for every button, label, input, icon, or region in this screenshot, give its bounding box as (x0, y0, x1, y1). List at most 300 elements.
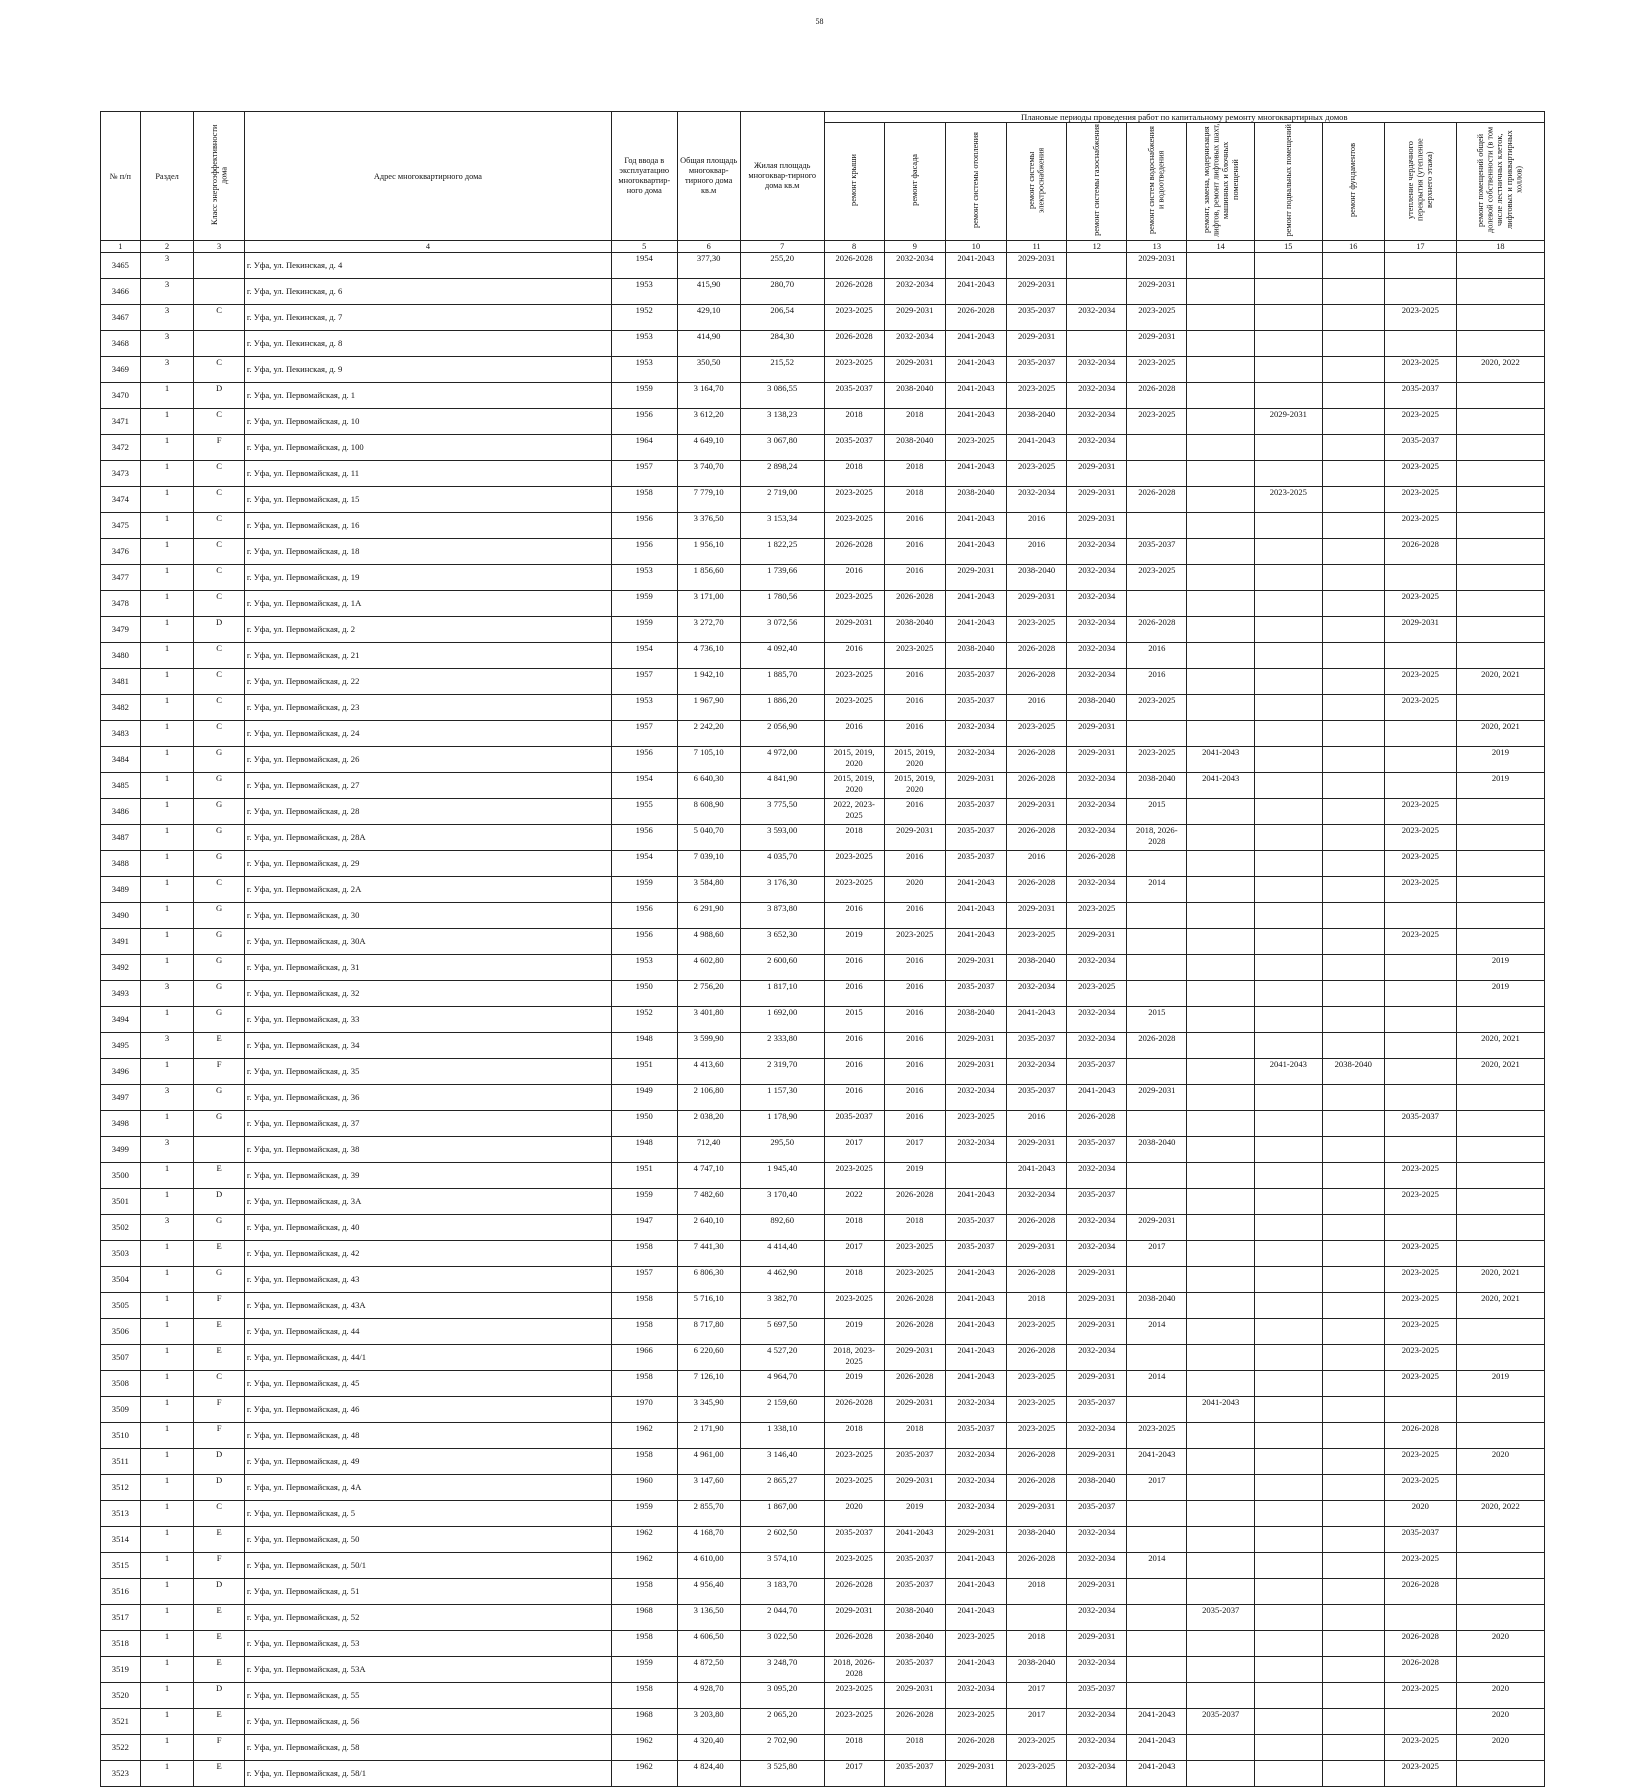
table-row (101, 1371, 1545, 1397)
total-area-cell: 3 164,70 (677, 383, 740, 409)
attic-period-cell: 2023-2025 (1384, 461, 1456, 487)
basement-period-cell (1255, 1605, 1323, 1631)
heating-period-cell: 2041-2043 (945, 617, 1006, 643)
heating-period-cell: 2038-2040 (945, 487, 1006, 513)
col-header-attic-insulation: утепление чердачного перекрытия (утепление верхнего этажа) (1384, 123, 1456, 241)
section-cell: 1 (140, 695, 194, 721)
year-built-cell: 1956 (612, 747, 677, 773)
address-cell: г. Уфа, ул. Первомайская, д. 36 (244, 1085, 611, 1111)
water-period-cell (1127, 929, 1187, 955)
attic-period-cell: 2023-2025 (1384, 1241, 1456, 1267)
heating-period-cell: 2035-2037 (945, 851, 1006, 877)
attic-period-cell: 2023-2025 (1384, 513, 1456, 539)
facade-period-cell: 2026-2028 (884, 1371, 945, 1397)
row-number-cell: 3519 (101, 1657, 141, 1683)
total-area-cell: 4 872,50 (677, 1657, 740, 1683)
year-built-cell: 1952 (612, 305, 677, 331)
elevator-period-cell (1187, 1033, 1255, 1059)
basement-period-cell (1255, 1683, 1323, 1709)
basement-period-cell (1255, 1033, 1323, 1059)
address-cell: г. Уфа, ул. Первомайская, д. 58/1 (244, 1761, 611, 1787)
roof-period-cell: 2022 (824, 1189, 884, 1215)
energy-class-cell: F (194, 1397, 244, 1423)
table-row (101, 721, 1545, 747)
facade-period-cell: 2016 (884, 851, 945, 877)
heating-period-cell: 2041-2043 (945, 1579, 1006, 1605)
section-cell: 3 (140, 253, 194, 279)
basement-period-cell (1255, 1449, 1323, 1475)
row-number-cell: 3478 (101, 591, 141, 617)
foundation-period-cell (1322, 1397, 1384, 1423)
facade-period-cell: 2023-2025 (884, 1241, 945, 1267)
roof-period-cell: 2023-2025 (824, 877, 884, 903)
row-number-cell: 3514 (101, 1527, 141, 1553)
gas-period-cell: 2026-2028 (1067, 851, 1127, 877)
gas-period-cell: 2032-2034 (1067, 1241, 1127, 1267)
roof-period-cell: 2026-2028 (824, 279, 884, 305)
table-row (101, 1293, 1545, 1319)
foundation-period-cell (1322, 773, 1384, 799)
table-row (101, 1137, 1545, 1163)
heating-period-cell: 2041-2043 (945, 1189, 1006, 1215)
elevator-period-cell (1187, 1527, 1255, 1553)
water-period-cell: 2023-2025 (1127, 1423, 1187, 1449)
water-period-cell: 2029-2031 (1127, 1085, 1187, 1111)
living-area-cell: 284,30 (740, 331, 824, 357)
gas-period-cell: 2032-2034 (1067, 1007, 1127, 1033)
electricity-period-cell: 2029-2031 (1007, 253, 1067, 279)
foundation-period-cell (1322, 1631, 1384, 1657)
roof-period-cell: 2018 (824, 825, 884, 851)
address-cell: г. Уфа, ул. Первомайская, д. 38 (244, 1137, 611, 1163)
energy-class-cell: G (194, 799, 244, 825)
gas-period-cell: 2032-2034 (1067, 825, 1127, 851)
address-cell: г. Уфа, ул. Первомайская, д. 43 (244, 1267, 611, 1293)
basement-period-cell (1255, 1215, 1323, 1241)
heating-period-cell: 2041-2043 (945, 357, 1006, 383)
attic-period-cell: 2026-2028 (1384, 1423, 1456, 1449)
total-area-cell: 4 602,80 (677, 955, 740, 981)
column-number: 2 (140, 241, 194, 253)
total-area-cell: 8 717,80 (677, 1319, 740, 1345)
roof-period-cell: 2023-2025 (824, 1683, 884, 1709)
common-areas-period-cell (1456, 1761, 1544, 1787)
living-area-cell: 2 602,50 (740, 1527, 824, 1553)
foundation-period-cell (1322, 1527, 1384, 1553)
attic-period-cell: 2035-2037 (1384, 383, 1456, 409)
year-built-cell: 1959 (612, 877, 677, 903)
total-area-cell: 7 779,10 (677, 487, 740, 513)
elevator-period-cell (1187, 617, 1255, 643)
facade-period-cell: 2026-2028 (884, 1189, 945, 1215)
attic-period-cell: 2023-2025 (1384, 825, 1456, 851)
year-built-cell: 1962 (612, 1527, 677, 1553)
energy-class-cell: E (194, 1163, 244, 1189)
water-period-cell (1127, 513, 1187, 539)
attic-period-cell (1384, 903, 1456, 929)
facade-period-cell: 2016 (884, 695, 945, 721)
water-period-cell: 2014 (1127, 877, 1187, 903)
gas-period-cell (1067, 279, 1127, 305)
water-period-cell: 2014 (1127, 1553, 1187, 1579)
living-area-cell: 3 095,20 (740, 1683, 824, 1709)
common-areas-period-cell: 2019 (1456, 981, 1544, 1007)
address-cell: г. Уфа, ул. Первомайская, д. 33 (244, 1007, 611, 1033)
electricity-period-cell: 2038-2040 (1007, 1657, 1067, 1683)
living-area-cell: 5 697,50 (740, 1319, 824, 1345)
row-number-cell: 3511 (101, 1449, 141, 1475)
elevator-period-cell (1187, 1189, 1255, 1215)
roof-period-cell: 2016 (824, 643, 884, 669)
attic-period-cell: 2035-2037 (1384, 1527, 1456, 1553)
living-area-cell: 4 841,90 (740, 773, 824, 799)
facade-period-cell: 2026-2028 (884, 591, 945, 617)
column-number: 18 (1456, 241, 1544, 253)
electricity-period-cell: 2032-2034 (1007, 487, 1067, 513)
basement-period-cell (1255, 591, 1323, 617)
gas-period-cell: 2035-2037 (1067, 1059, 1127, 1085)
row-number-cell: 3501 (101, 1189, 141, 1215)
electricity-period-cell: 2035-2037 (1007, 305, 1067, 331)
year-built-cell: 1956 (612, 825, 677, 851)
common-areas-period-cell (1456, 591, 1544, 617)
heating-period-cell: 2041-2043 (945, 331, 1006, 357)
gas-period-cell: 2029-2031 (1067, 1631, 1127, 1657)
col-header-electricity: ремонт системы электроснабжения (1007, 123, 1067, 241)
address-cell: г. Уфа, ул. Первомайская, д. 3А (244, 1189, 611, 1215)
facade-period-cell: 2017 (884, 1137, 945, 1163)
water-period-cell (1127, 461, 1187, 487)
water-period-cell: 2035-2037 (1127, 539, 1187, 565)
roof-period-cell: 2018 (824, 1735, 884, 1761)
total-area-cell: 4 956,40 (677, 1579, 740, 1605)
year-built-cell: 1970 (612, 1397, 677, 1423)
electricity-period-cell: 2018 (1007, 1579, 1067, 1605)
address-cell: г. Уфа, ул. Первомайская, д. 16 (244, 513, 611, 539)
gas-period-cell: 2029-2031 (1067, 1371, 1127, 1397)
facade-period-cell: 2029-2031 (884, 1683, 945, 1709)
year-built-cell: 1962 (612, 1423, 677, 1449)
row-number-cell: 3471 (101, 409, 141, 435)
year-built-cell: 1968 (612, 1709, 677, 1735)
water-period-cell: 2041-2043 (1127, 1735, 1187, 1761)
common-areas-period-cell (1456, 1553, 1544, 1579)
facade-period-cell: 2029-2031 (884, 357, 945, 383)
facade-period-cell: 2018 (884, 1215, 945, 1241)
common-areas-period-cell: 2020, 2021 (1456, 1059, 1544, 1085)
common-areas-period-cell (1456, 1189, 1544, 1215)
roof-period-cell: 2019 (824, 1319, 884, 1345)
water-period-cell: 2018, 2026-2028 (1127, 825, 1187, 851)
heating-period-cell: 2041-2043 (945, 513, 1006, 539)
attic-period-cell: 2023-2025 (1384, 1319, 1456, 1345)
roof-period-cell: 2017 (824, 1137, 884, 1163)
energy-class-cell: F (194, 1553, 244, 1579)
total-area-cell: 4 413,60 (677, 1059, 740, 1085)
water-period-cell: 2041-2043 (1127, 1449, 1187, 1475)
living-area-cell: 255,20 (740, 253, 824, 279)
common-areas-period-cell: 2019 (1456, 1371, 1544, 1397)
year-built-cell: 1951 (612, 1163, 677, 1189)
row-number-cell: 3485 (101, 773, 141, 799)
table-row (101, 877, 1545, 903)
energy-class-cell: F (194, 1735, 244, 1761)
column-number: 11 (1007, 241, 1067, 253)
common-areas-period-cell (1456, 617, 1544, 643)
basement-period-cell (1255, 1501, 1323, 1527)
row-number-cell: 3496 (101, 1059, 141, 1085)
column-number: 8 (824, 241, 884, 253)
row-number-cell: 3518 (101, 1631, 141, 1657)
foundation-period-cell (1322, 1085, 1384, 1111)
capital-repair-table (100, 111, 1545, 1787)
table-row (101, 1033, 1545, 1059)
electricity-period-cell: 2016 (1007, 851, 1067, 877)
electricity-period-cell: 2023-2025 (1007, 929, 1067, 955)
heating-period-cell: 2035-2037 (945, 825, 1006, 851)
column-number: 12 (1067, 241, 1127, 253)
energy-class-cell: E (194, 1319, 244, 1345)
gas-period-cell: 2032-2034 (1067, 591, 1127, 617)
water-period-cell (1127, 1657, 1187, 1683)
address-cell: г. Уфа, ул. Первомайская, д. 48 (244, 1423, 611, 1449)
heating-period-cell: 2035-2037 (945, 799, 1006, 825)
common-areas-period-cell (1456, 513, 1544, 539)
basement-period-cell: 2023-2025 (1255, 487, 1323, 513)
roof-period-cell: 2026-2028 (824, 1631, 884, 1657)
foundation-period-cell (1322, 487, 1384, 513)
gas-period-cell: 2032-2034 (1067, 1033, 1127, 1059)
attic-period-cell: 2023-2025 (1384, 1553, 1456, 1579)
elevator-period-cell (1187, 1059, 1255, 1085)
elevator-period-cell (1187, 1735, 1255, 1761)
gas-period-cell: 2032-2034 (1067, 1761, 1127, 1787)
foundation-period-cell (1322, 1215, 1384, 1241)
foundation-period-cell (1322, 1137, 1384, 1163)
row-number-cell: 3480 (101, 643, 141, 669)
column-number: 9 (884, 241, 945, 253)
facade-period-cell: 2015, 2019, 2020 (884, 747, 945, 773)
section-cell: 3 (140, 331, 194, 357)
total-area-cell: 4 961,00 (677, 1449, 740, 1475)
water-period-cell (1127, 1163, 1187, 1189)
elevator-period-cell (1187, 1553, 1255, 1579)
year-built-cell: 1954 (612, 773, 677, 799)
water-period-cell (1127, 851, 1187, 877)
row-number-cell: 3494 (101, 1007, 141, 1033)
foundation-period-cell (1322, 799, 1384, 825)
living-area-cell: 3 138,23 (740, 409, 824, 435)
total-area-cell: 4 606,50 (677, 1631, 740, 1657)
year-built-cell: 1950 (612, 981, 677, 1007)
gas-period-cell: 2029-2031 (1067, 1579, 1127, 1605)
section-cell: 1 (140, 955, 194, 981)
row-number-cell: 3510 (101, 1423, 141, 1449)
roof-period-cell: 2016 (824, 1085, 884, 1111)
water-period-cell: 2023-2025 (1127, 747, 1187, 773)
gas-period-cell: 2035-2037 (1067, 1683, 1127, 1709)
gas-period-cell: 2032-2034 (1067, 773, 1127, 799)
elevator-period-cell (1187, 1657, 1255, 1683)
basement-period-cell (1255, 1345, 1323, 1371)
energy-class-cell: C (194, 877, 244, 903)
energy-class-cell (194, 279, 244, 305)
roof-period-cell: 2017 (824, 1761, 884, 1787)
attic-period-cell: 2023-2025 (1384, 1475, 1456, 1501)
elevator-period-cell (1187, 643, 1255, 669)
living-area-cell: 2 159,60 (740, 1397, 824, 1423)
row-number-cell: 3473 (101, 461, 141, 487)
attic-period-cell: 2023-2025 (1384, 357, 1456, 383)
living-area-cell: 3 176,30 (740, 877, 824, 903)
attic-period-cell (1384, 955, 1456, 981)
year-built-cell: 1956 (612, 903, 677, 929)
year-built-cell: 1958 (612, 1631, 677, 1657)
common-areas-period-cell: 2020, 2021 (1456, 1033, 1544, 1059)
living-area-cell: 1 822,25 (740, 539, 824, 565)
basement-period-cell (1255, 1527, 1323, 1553)
common-areas-period-cell (1456, 435, 1544, 461)
water-period-cell (1127, 955, 1187, 981)
elevator-period-cell: 2041-2043 (1187, 1397, 1255, 1423)
elevator-period-cell (1187, 513, 1255, 539)
electricity-period-cell: 2038-2040 (1007, 565, 1067, 591)
roof-period-cell: 2026-2028 (824, 1397, 884, 1423)
basement-period-cell (1255, 799, 1323, 825)
roof-period-cell: 2018 (824, 409, 884, 435)
heating-period-cell: 2029-2031 (945, 1059, 1006, 1085)
gas-period-cell: 2032-2034 (1067, 1605, 1127, 1631)
year-built-cell: 1966 (612, 1345, 677, 1371)
address-cell: г. Уфа, ул. Первомайская, д. 55 (244, 1683, 611, 1709)
year-built-cell: 1958 (612, 1241, 677, 1267)
heating-period-cell: 2038-2040 (945, 1007, 1006, 1033)
common-areas-period-cell (1456, 1475, 1544, 1501)
section-cell: 1 (140, 1553, 194, 1579)
year-built-cell: 1959 (612, 1501, 677, 1527)
col-header-heating: ремонт системы отопления (945, 123, 1006, 241)
col-header-year: Год ввода в эксплуатацию многоквартир-ного дома (612, 112, 677, 241)
section-cell: 1 (140, 1449, 194, 1475)
living-area-cell: 3 183,70 (740, 1579, 824, 1605)
living-area-cell: 892,60 (740, 1215, 824, 1241)
year-built-cell: 1957 (612, 1267, 677, 1293)
gas-period-cell: 2032-2034 (1067, 1709, 1127, 1735)
gas-period-cell (1067, 331, 1127, 357)
year-built-cell: 1953 (612, 695, 677, 721)
living-area-cell: 4 462,90 (740, 1267, 824, 1293)
col-header-total-area: Общая площадь многоквар-тирного дома кв.м (677, 112, 740, 241)
energy-class-cell: C (194, 1501, 244, 1527)
heating-period-cell: 2023-2025 (945, 1631, 1006, 1657)
elevator-period-cell (1187, 851, 1255, 877)
col-header-section: Раздел (140, 112, 194, 241)
year-built-cell: 1953 (612, 357, 677, 383)
table-body (101, 253, 1545, 1787)
facade-period-cell: 2016 (884, 513, 945, 539)
common-areas-period-cell: 2020 (1456, 1709, 1544, 1735)
foundation-period-cell (1322, 981, 1384, 1007)
attic-period-cell (1384, 1137, 1456, 1163)
energy-class-cell: G (194, 1111, 244, 1137)
water-period-cell (1127, 435, 1187, 461)
facade-period-cell: 2016 (884, 799, 945, 825)
row-number-cell: 3477 (101, 565, 141, 591)
gas-period-cell: 2029-2031 (1067, 1449, 1127, 1475)
row-number-cell: 3499 (101, 1137, 141, 1163)
heating-period-cell: 2041-2043 (945, 1345, 1006, 1371)
attic-period-cell: 2023-2025 (1384, 1293, 1456, 1319)
table-row (101, 279, 1545, 305)
address-cell: г. Уфа, ул. Первомайская, д. 2А (244, 877, 611, 903)
year-built-cell: 1959 (612, 591, 677, 617)
attic-period-cell: 2026-2028 (1384, 539, 1456, 565)
electricity-period-cell: 2023-2025 (1007, 1371, 1067, 1397)
facade-period-cell: 2029-2031 (884, 305, 945, 331)
foundation-period-cell (1322, 1345, 1384, 1371)
column-number: 13 (1127, 241, 1187, 253)
energy-class-cell: G (194, 747, 244, 773)
facade-period-cell: 2023-2025 (884, 929, 945, 955)
address-cell: г. Уфа, ул. Первомайская, д. 22 (244, 669, 611, 695)
address-cell: г. Уфа, ул. Первомайская, д. 44 (244, 1319, 611, 1345)
table-row (101, 669, 1545, 695)
total-area-cell: 5 040,70 (677, 825, 740, 851)
year-built-cell: 1962 (612, 1553, 677, 1579)
total-area-cell: 6 640,30 (677, 773, 740, 799)
electricity-period-cell: 2016 (1007, 695, 1067, 721)
facade-period-cell: 2018 (884, 409, 945, 435)
section-cell: 3 (140, 981, 194, 1007)
attic-period-cell: 2020 (1384, 1501, 1456, 1527)
foundation-period-cell (1322, 435, 1384, 461)
common-areas-period-cell (1456, 1007, 1544, 1033)
table-row (101, 1397, 1545, 1423)
section-cell: 1 (140, 773, 194, 799)
address-cell: г. Уфа, ул. Первомайская, д. 18 (244, 539, 611, 565)
foundation-period-cell (1322, 565, 1384, 591)
year-built-cell: 1962 (612, 1761, 677, 1787)
col-header-elevators: ремонт, замена, модернизация лифтов, ремонт лифтовых шахт, машинных и блочных помещений (1187, 123, 1255, 241)
gas-period-cell: 2032-2034 (1067, 357, 1127, 383)
water-period-cell: 2014 (1127, 1371, 1187, 1397)
roof-period-cell: 2035-2037 (824, 435, 884, 461)
facade-period-cell: 2016 (884, 669, 945, 695)
table-row (101, 643, 1545, 669)
address-cell: г. Уфа, ул. Первомайская, д. 27 (244, 773, 611, 799)
row-number-cell: 3503 (101, 1241, 141, 1267)
living-area-cell: 2 056,90 (740, 721, 824, 747)
water-period-cell: 2023-2025 (1127, 695, 1187, 721)
living-area-cell: 2 319,70 (740, 1059, 824, 1085)
heating-period-cell (945, 1163, 1006, 1189)
total-area-cell: 6 806,30 (677, 1267, 740, 1293)
heating-period-cell: 2041-2043 (945, 461, 1006, 487)
gas-period-cell: 2032-2034 (1067, 1345, 1127, 1371)
facade-period-cell: 2038-2040 (884, 435, 945, 461)
elevator-period-cell (1187, 1371, 1255, 1397)
total-area-cell: 3 272,70 (677, 617, 740, 643)
roof-period-cell: 2023-2025 (824, 1293, 884, 1319)
common-areas-period-cell (1456, 565, 1544, 591)
address-cell: г. Уфа, ул. Первомайская, д. 19 (244, 565, 611, 591)
electricity-period-cell: 2032-2034 (1007, 981, 1067, 1007)
foundation-period-cell (1322, 1007, 1384, 1033)
attic-period-cell: 2026-2028 (1384, 1631, 1456, 1657)
row-number-cell: 3491 (101, 929, 141, 955)
water-period-cell (1127, 903, 1187, 929)
table-row (101, 461, 1545, 487)
